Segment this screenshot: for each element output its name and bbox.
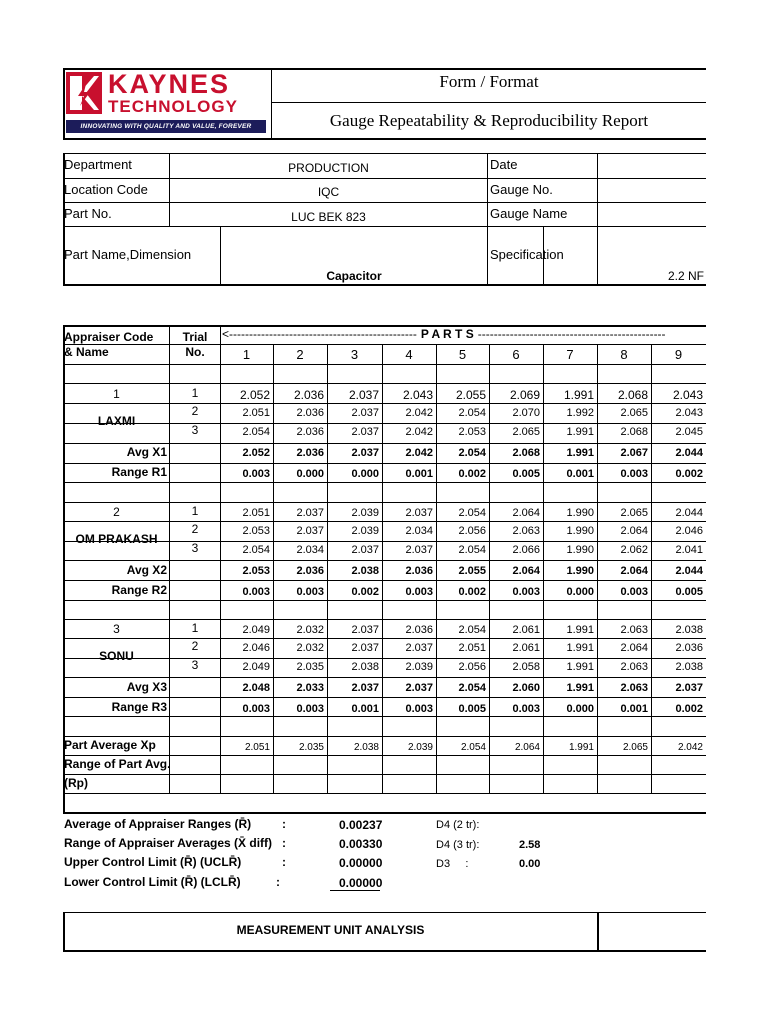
location-value: IQC	[317, 185, 340, 199]
colon-1: :	[282, 817, 286, 831]
measurement-value: 2.053	[458, 426, 486, 438]
measurement-value: 2.063	[620, 661, 648, 673]
measurement-value: 2.046	[242, 642, 270, 654]
d4-3tr-value: 2.58	[519, 839, 541, 851]
measurement-value: 2.034	[296, 544, 324, 556]
measurement-value: 2.037	[351, 642, 379, 654]
avg-value: 2.038	[351, 565, 379, 577]
measurement-value: 2.054	[242, 544, 270, 556]
measurement-value: 2.043	[675, 407, 703, 419]
measurement-value: 2.064	[620, 525, 648, 537]
part-average-value: 2.051	[244, 742, 270, 753]
measurement-value: 2.063	[512, 525, 540, 537]
measurement-value: 2.032	[296, 642, 324, 654]
range-value: 0.003	[512, 703, 540, 715]
avg-value: 2.033	[296, 682, 324, 694]
range-value: 0.001	[566, 468, 594, 480]
range-value: 0.003	[405, 703, 433, 715]
avg-value: 2.068	[512, 447, 540, 459]
avg-value: 2.064	[512, 565, 540, 577]
colon-4: :	[276, 875, 280, 889]
measurement-value: 2.036	[293, 388, 324, 402]
part-average-value: 2.065	[622, 742, 648, 753]
range-value: 0.005	[512, 468, 540, 480]
colon-3: :	[282, 855, 286, 869]
measurement-value: 2.065	[620, 407, 648, 419]
measurement-value: 1.991	[566, 642, 594, 654]
logo-subtitle: TECHNOLOGY	[108, 97, 238, 116]
report-title: Gauge Repeatability & Reproducibility Report	[329, 111, 649, 130]
range-value: 0.000	[566, 703, 594, 715]
range-avgs-value: 0.00330	[339, 837, 383, 851]
measurement-value: 2.064	[512, 507, 540, 519]
avg-value: 2.037	[405, 682, 433, 694]
measurement-value: 2.038	[675, 661, 703, 673]
partname-label: Part Name,Dimension	[64, 247, 192, 262]
appraiser-name: SONU	[99, 649, 134, 663]
gaugeno-label: Gauge No.	[490, 182, 553, 197]
measurement-value: 2.066	[512, 544, 540, 556]
measurement-value: 2.058	[512, 661, 540, 673]
avg-value: 2.036	[296, 447, 324, 459]
measurement-value: 2.036	[296, 407, 324, 419]
part-average-value: 2.039	[407, 742, 433, 753]
trial-number: 3	[191, 541, 199, 555]
measurement-value: 2.043	[672, 388, 703, 402]
measurement-value: 2.051	[242, 407, 270, 419]
avg-value: 1.990	[566, 565, 594, 577]
trial-number: 2	[191, 522, 199, 536]
measurement-value: 2.065	[512, 426, 540, 438]
range-label: Range R1	[111, 465, 167, 479]
parts-banner	[222, 326, 706, 342]
logo-mark-icon	[66, 72, 102, 114]
measurement-value: 1.991	[566, 661, 594, 673]
specification-label: Specification	[490, 247, 564, 262]
measurement-value: 2.062	[620, 544, 648, 556]
measurement-value: 2.055	[455, 388, 486, 402]
logo-tagline: INNOVATING WITH QUALITY AND VALUE, FOREVER	[66, 120, 266, 133]
measurement-value: 2.036	[675, 642, 703, 654]
range-value: 0.003	[242, 586, 270, 598]
range-value: 0.003	[512, 586, 540, 598]
department-label: Department	[64, 157, 132, 172]
appraiser-col-header-2: & Name	[64, 345, 109, 359]
part-average-label: Part Average Xp	[64, 738, 156, 752]
range-value: 0.003	[620, 586, 648, 598]
part-average-value: 2.064	[514, 742, 540, 753]
avg-value: 2.042	[405, 447, 433, 459]
avg-value: 2.052	[242, 447, 270, 459]
measurement-value: 2.041	[675, 544, 703, 556]
measurement-value: 2.061	[512, 642, 540, 654]
part-average-value: 2.038	[353, 742, 379, 753]
trial-number: 1	[191, 504, 199, 518]
range-value: 0.003	[242, 703, 270, 715]
measurement-value: 2.037	[351, 407, 379, 419]
measurement-value: 2.038	[351, 661, 379, 673]
measurement-value: 1.992	[566, 407, 594, 419]
logo-wordmark: KAYNES	[108, 69, 231, 99]
gaugename-label: Gauge Name	[490, 206, 568, 221]
trial-number: 2	[191, 404, 199, 418]
range-value: 0.001	[405, 468, 433, 480]
avg-value: 1.991	[566, 447, 594, 459]
measurement-value: 1.990	[566, 507, 594, 519]
range-value: 0.003	[242, 468, 270, 480]
form-format-label: Form / Format	[439, 72, 539, 91]
measurement-value: 2.054	[458, 407, 486, 419]
measurement-value: 2.068	[620, 426, 648, 438]
partno-value: LUC BEK 823	[291, 210, 366, 224]
parts-dashes: -----------------------------------------------	[477, 327, 666, 341]
measurement-value: 2.038	[675, 624, 703, 636]
avg-value: 2.063	[620, 682, 648, 694]
avg-value: 2.054	[458, 682, 486, 694]
measurement-value: 2.061	[512, 624, 540, 636]
d4-2tr-label: D4 (2 tr):	[436, 819, 480, 831]
measurement-value: 2.036	[296, 426, 324, 438]
measurement-value: 2.045	[675, 426, 703, 438]
measurement-value: 2.034	[405, 525, 433, 537]
measurement-value: 2.063	[620, 624, 648, 636]
avg-value: 2.064	[620, 565, 648, 577]
range-avgs-label: Range of Appraiser Averages (X̄ diff)	[64, 836, 273, 850]
trial-number: 3	[191, 423, 199, 437]
department-value: PRODUCTION	[288, 161, 369, 175]
trial-col-header: Trial	[182, 330, 208, 344]
lcl-value: 0.00000	[339, 876, 383, 890]
avg-label: Avg X3	[126, 680, 167, 694]
avg-value: 2.054	[458, 447, 486, 459]
measurement-value: 1.990	[566, 525, 594, 537]
measurement-value: 2.056	[458, 525, 486, 537]
measurement-value: 2.043	[402, 388, 433, 402]
measurement-value: 2.054	[458, 544, 486, 556]
measurement-value: 2.054	[458, 507, 486, 519]
appraiser-name: OM PRAKASH	[75, 532, 158, 546]
range-value: 0.001	[351, 703, 379, 715]
d3-label: D3 :	[436, 858, 469, 870]
measurement-value: 2.037	[348, 388, 379, 402]
part-number-header: 5	[458, 347, 467, 362]
part-number-header: 4	[405, 347, 413, 362]
measurement-value: 2.032	[296, 624, 324, 636]
avg-ranges-label: Average of Appraiser Ranges (R̄)	[64, 817, 252, 831]
range-value: 0.001	[620, 703, 648, 715]
range-part-avg-label: Range of Part Avg.	[64, 757, 171, 771]
range-label: Range R2	[111, 583, 167, 597]
ucl-value: 0.00000	[339, 856, 383, 870]
measurement-value: 2.049	[242, 661, 270, 673]
avg-value: 2.055	[458, 565, 486, 577]
part-number-header: 1	[242, 347, 251, 362]
rp-label: (Rp)	[64, 776, 88, 790]
trial-number: 1	[191, 621, 199, 635]
measurement-value: 2.065	[620, 507, 648, 519]
d3-value: 0.00	[519, 858, 541, 870]
measurement-value: 2.068	[617, 388, 648, 402]
avg-value: 2.036	[405, 565, 433, 577]
range-value: 0.002	[351, 586, 379, 598]
range-value: 0.003	[620, 468, 648, 480]
part-number-header: 9	[674, 347, 683, 362]
measurement-value: 2.037	[351, 624, 379, 636]
avg-value: 2.044	[675, 447, 703, 459]
partname-value: Capacitor	[326, 269, 382, 283]
trial-number: 1	[191, 386, 199, 400]
date-label: Date	[490, 157, 518, 172]
appraiser-code: 2	[113, 505, 120, 519]
parts-arrow: <-----------------------------------------------	[222, 327, 417, 341]
trial-number: 3	[191, 658, 199, 672]
measurement-value: 2.070	[512, 407, 540, 419]
measurement-value: 2.037	[351, 544, 379, 556]
measurement-value: 2.036	[405, 624, 433, 636]
range-value: 0.003	[296, 586, 324, 598]
range-value: 0.002	[458, 468, 486, 480]
avg-value: 2.037	[675, 682, 703, 694]
range-value: 0.005	[675, 586, 703, 598]
colon-2: :	[282, 836, 286, 850]
range-value: 0.000	[296, 468, 324, 480]
appraiser-name: LAXMI	[97, 414, 136, 428]
avg-value: 2.067	[620, 447, 648, 459]
avg-value: 2.036	[296, 565, 324, 577]
measurement-value: 2.039	[405, 661, 433, 673]
measurement-value: 2.037	[351, 426, 379, 438]
company-logo	[64, 70, 272, 138]
range-value: 0.002	[675, 703, 703, 715]
parts-label: P A R T S	[420, 327, 474, 341]
part-average-value: 2.042	[677, 742, 703, 753]
lcl-label: Lower Control Limit (R̄) (LCLR̄)	[64, 875, 241, 889]
trial-col-header-2: No.	[185, 345, 205, 359]
part-average-value: 2.054	[460, 742, 486, 753]
partno-label: Part No.	[64, 206, 112, 221]
specification-value: 2.2 NF	[667, 269, 704, 283]
measurement-value: 2.069	[509, 388, 540, 402]
measurement-value: 2.037	[405, 642, 433, 654]
part-average-value: 2.035	[298, 742, 324, 753]
measurement-value: 2.064	[620, 642, 648, 654]
avg-value: 2.037	[351, 447, 379, 459]
part-average-value: 1.991	[568, 742, 594, 753]
avg-value: 2.053	[242, 565, 270, 577]
part-number-header: 7	[566, 347, 574, 362]
mua-label: MEASUREMENT UNIT ANALYSIS	[236, 923, 425, 937]
range-value: 0.003	[405, 586, 433, 598]
part-number-header: 6	[512, 347, 520, 362]
avg-label: Avg X1	[126, 445, 167, 459]
trial-number: 2	[191, 639, 199, 653]
measurement-value: 1.991	[563, 388, 594, 402]
avg-label: Avg X2	[126, 563, 167, 577]
measurement-value: 2.037	[296, 507, 324, 519]
measurement-value: 2.054	[458, 624, 486, 636]
avg-value: 2.037	[351, 682, 379, 694]
avg-value: 2.048	[242, 682, 270, 694]
range-value: 0.005	[458, 703, 486, 715]
part-number-header: 2	[296, 347, 304, 362]
range-value: 0.000	[566, 586, 594, 598]
measurement-value: 2.049	[242, 624, 270, 636]
measurement-value: 2.053	[242, 525, 270, 537]
appraiser-code: 3	[113, 622, 120, 636]
measurement-value: 2.035	[296, 661, 324, 673]
measurement-value: 2.037	[296, 525, 324, 537]
d4-3tr-label: D4 (3 tr):	[436, 839, 480, 851]
measurement-value: 1.990	[566, 544, 594, 556]
avg-ranges-value: 0.00237	[339, 818, 383, 832]
measurement-value: 2.039	[351, 525, 379, 537]
measurement-value: 2.054	[242, 426, 270, 438]
range-label: Range R3	[111, 700, 167, 714]
measurement-value: 2.051	[242, 507, 270, 519]
part-number-header: 8	[620, 347, 628, 362]
avg-value: 2.060	[512, 682, 540, 694]
range-value: 0.002	[675, 468, 703, 480]
measurement-value: 2.039	[351, 507, 379, 519]
appraiser-col-header: Appraiser Code	[64, 330, 154, 344]
measurement-value: 1.991	[566, 624, 594, 636]
measurement-value: 2.051	[458, 642, 486, 654]
measurement-value: 2.056	[458, 661, 486, 673]
avg-value: 2.044	[675, 565, 703, 577]
appraiser-code: 1	[113, 387, 120, 401]
range-value: 0.002	[458, 586, 486, 598]
location-label: Location Code	[64, 182, 148, 197]
ucl-label: Upper Control Limit (R̄) (UCLR̄)	[64, 855, 242, 869]
measurement-value: 2.042	[405, 426, 433, 438]
part-number-header: 3	[350, 347, 359, 362]
measurement-value: 2.037	[405, 544, 433, 556]
measurement-value: 2.052	[239, 388, 270, 402]
measurement-value: 2.037	[405, 507, 433, 519]
measurement-value: 2.044	[675, 507, 703, 519]
measurement-value: 2.042	[405, 407, 433, 419]
measurement-value: 1.991	[566, 426, 594, 438]
range-value: 0.003	[296, 703, 324, 715]
measurement-value: 2.046	[675, 525, 703, 537]
avg-value: 1.991	[566, 682, 594, 694]
range-value: 0.000	[351, 468, 379, 480]
